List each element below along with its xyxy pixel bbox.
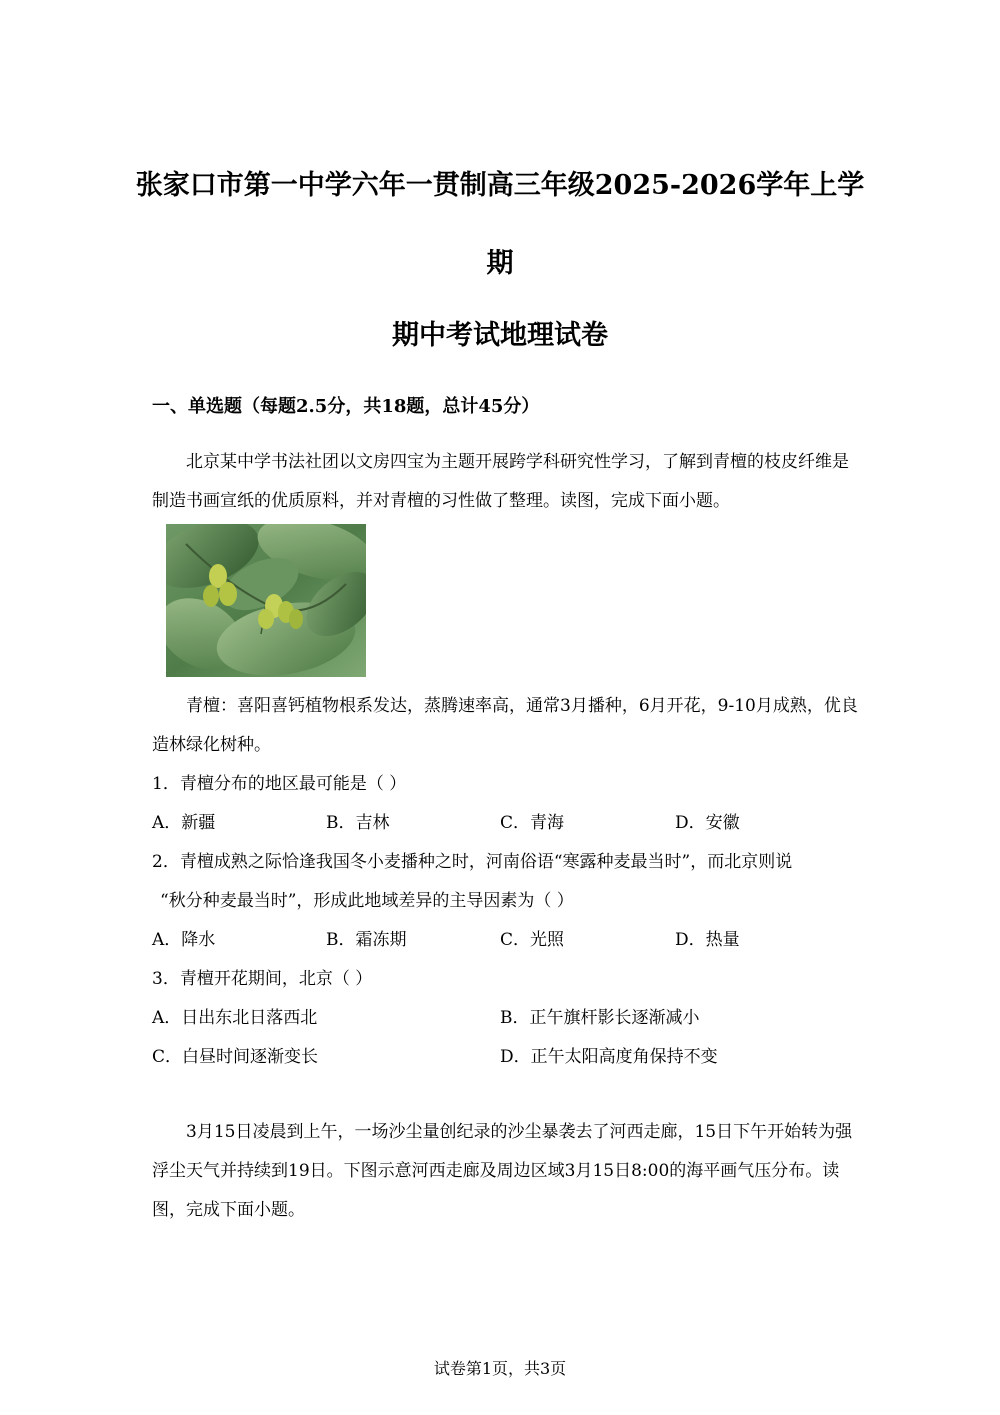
question-3-option-a[interactable]: A．日出东北日落西北 bbox=[152, 1008, 318, 1028]
exam-title-line2: 期 bbox=[486, 248, 514, 279]
question-3-option-b[interactable]: B．正午旗杆影长逐渐减小 bbox=[500, 1008, 700, 1028]
question-2-option-a[interactable]: A．降水 bbox=[152, 930, 216, 950]
question-3-option-c[interactable]: C．白昼时间逐渐变长 bbox=[152, 1047, 319, 1067]
question-3-option-d[interactable]: D．正午太阳高度角保持不变 bbox=[500, 1047, 718, 1067]
question-3-stem: 3．青檀开花期间，北京（ ） bbox=[152, 969, 373, 989]
question-2-stem-line2: “秋分种麦最当时”，形成此地域差异的主导因素为（ ） bbox=[160, 891, 574, 911]
question-2-option-c[interactable]: C．光照 bbox=[500, 930, 565, 950]
exam-title-line3: 期中考试地理试卷 bbox=[392, 320, 608, 351]
question-1-option-d[interactable]: D．安徽 bbox=[675, 813, 740, 833]
section-heading-single-choice: 一、单选题（每题2.5分，共18题，总计45分） bbox=[152, 396, 540, 417]
exam-title-line1: 张家口市第一中学六年一贯制高三年级2025-2026学年上学 bbox=[135, 170, 865, 201]
question-2-stem-line1: 2．青檀成熟之际恰逢我国冬小麦播种之时，河南俗语“寒露种麦最当时”，而北京则说 bbox=[152, 852, 793, 872]
qingtan-plant-photo bbox=[166, 524, 366, 677]
question-1-option-b[interactable]: B．吉林 bbox=[326, 813, 390, 833]
question-2-option-b[interactable]: B．霜冻期 bbox=[326, 930, 407, 950]
page-footer: 试卷第1页，共3页 bbox=[433, 1359, 567, 1378]
passage1-note: 青檀：喜阳喜钙植物根系发达，蒸腾速率高，通常3月播种，6月开花，9-10月成熟，优良造林绿化树种。 bbox=[152, 696, 858, 755]
question-1-stem: 1．青檀分布的地区最可能是（ ） bbox=[152, 774, 407, 794]
question-2-option-d[interactable]: D．热量 bbox=[675, 930, 740, 950]
question-1-option-a[interactable]: A．新疆 bbox=[152, 813, 216, 833]
plant-photo-icon bbox=[166, 524, 366, 677]
passage2-text: 3月15日凌晨到上午，一场沙尘量创纪录的沙尘暴袭去了河西走廊，15日下午开始转为强浮尘天气并持续到19日。下图示意河西走廊及周边区域3月15日8:00的海平画气压分布。读图，完成下面小题。 bbox=[152, 1122, 853, 1220]
passage1-text: 北京某中学书法社团以文房四宝为主题开展跨学科研究性学习，了解到青檀的枝皮纤维是制造书画宣纸的优质原料，并对青檀的习性做了整理。读图，完成下面小题。 bbox=[152, 452, 849, 511]
question-1-option-c[interactable]: C．青海 bbox=[500, 813, 565, 833]
